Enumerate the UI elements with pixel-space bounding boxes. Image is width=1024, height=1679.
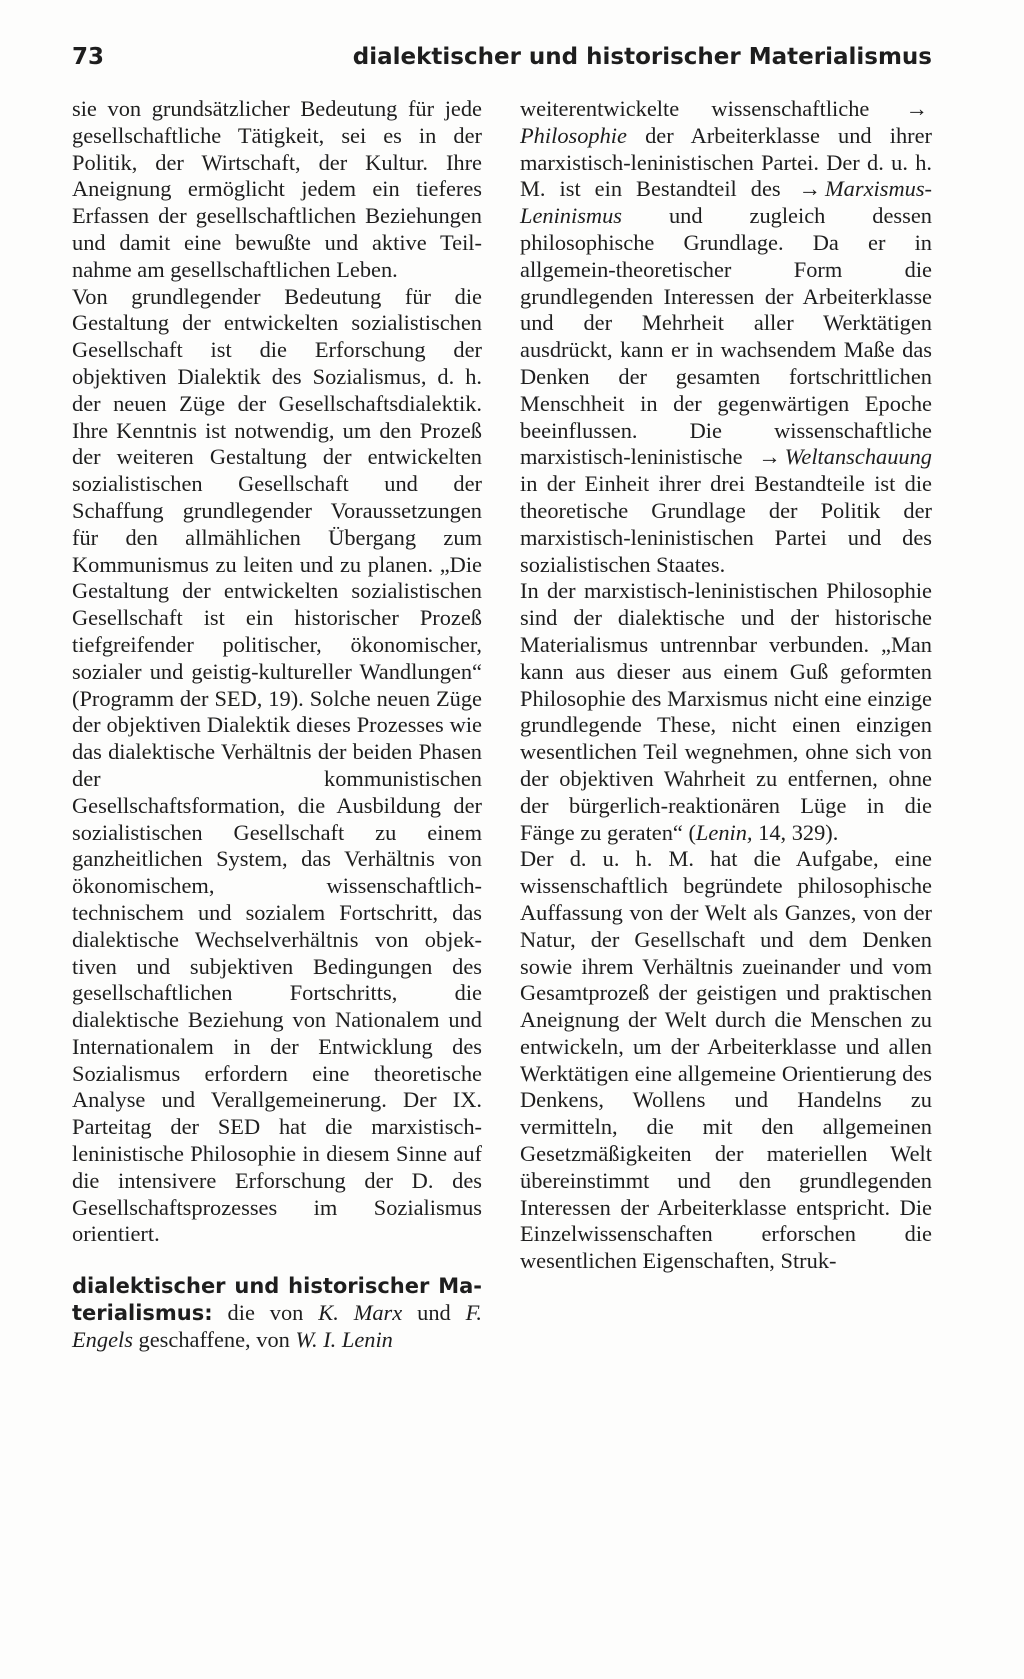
author-name: F. Engels — [72, 1300, 482, 1352]
cross-reference: Philosophie — [520, 122, 627, 148]
paragraph-text: 14, 329). — [752, 819, 839, 845]
paragraph: Der d. u. h. M. hat die Aufgabe, eine wissenschaftlich begründete philosophische Auffassung von der Welt als Ganzes, von der Natur, der Gesellschaft und dem Denken sowie ihrem Verhältnis zueinander und vom Gesamtprozeß der geistigen und praktischen Aneignung der Welt durch die Menschen zu entwickeln, um der Arbeiterklasse und allen Werktätigen eine allgemeine Orientierung des Denkens, Wollens und Handelns zu vermitteln, die mit den allgemeinen Gesetzmäßigkeiten der materiellen Welt übereinstimmt und den grundlegenden Interessen der Arbeiterklasse entspricht. Die Einzelwissenschaften erforschen die wesentlichen Eigenschaften, Struk- — [520, 846, 932, 1274]
paragraph-text: weiterentwickelte wissenschaftliche — [520, 96, 902, 121]
author-name: W. I. Lenin — [295, 1326, 393, 1352]
paragraph — [520, 578, 932, 846]
cross-reference: Marxismus-Leninismus — [520, 176, 932, 229]
cross-reference-arrow-icon: → — [905, 96, 928, 121]
paragraph: sie von grundsätzlicher Bedeutung für jede gesellschaftliche Tätigkeit, sei es in der Politik, der Wirtschaft, der Kultur. Ihre Aneignung ermöglicht jedem ein tieferes Erfassen der gesellschaftlichen Beziehungen und damit eine bewußte und aktive Teilnahme am gesellschaftlichen Leben. — [72, 96, 482, 282]
paragraph — [520, 96, 932, 578]
paragraph-text: und zugleich dessen philosophische Grundlage. Da er in allgemein-theoretischer Form die grundlegenden Interessen der Arbeiterklasse und der Mehrheit aller Werktätigen ausdrückt, kann er in wachsendem Maße das Denken der gesamten fortschrittlichen Menschheit in der gegenwärtigen Epoche beeinflussen. Die wissenschaftliche marxistisch-leninistische — [520, 203, 932, 470]
entry-text: die von — [212, 1300, 319, 1326]
entry-text: und — [402, 1300, 466, 1326]
entry-lemma: dialektischer und historischer Materialismus: — [72, 1274, 482, 1326]
entry-text: geschaffene, von — [132, 1326, 296, 1352]
paragraph-text: der Arbeiterklasse und ihrer marxistisch-leninistischen Partei. Der d. u. h. M. ist ein Bestandteil des — [520, 122, 932, 202]
cross-reference: Weltanschauung — [784, 444, 932, 470]
paragraph-text: in der Einheit ihrer drei Bestandteile ist die theoretische Grundlage der Politik der marxistisch-leninistischen Partei und des sozialistischen Staates. — [520, 471, 932, 577]
citation: Lenin, — [695, 819, 753, 845]
entry-spacer — [72, 1248, 482, 1273]
author-name: K. Marx — [318, 1300, 403, 1326]
paragraph: Von grundlegender Bedeutung für die Gestaltung der entwickelten sozialistischen Gesellschaft ist die Erforschung der objektiven Dialektik des Sozialismus, d. h. der neuen Züge der Gesellschaftsdialektik. Ihre Kenntnis ist notwendig, um den Prozeß der weiteren Gestaltung der entwickelten sozialistischen Gesellschaft und der Schaffung grundlegender Voraussetzungen für den allmählichen Übergang zum Kommunismus zu leiten und zu planen. „Die Gestaltung der entwickelten sozialistischen Gesellschaft ist ein historischer Prozeß tiefgreifender politischer, ökonomischer, sozialer und geistig-kultureller Wandlungen“ (Programm der SED, 19). Solche neuen Züge der objektiven Dialektik dieses Prozesses wie das dialektische Verhältnis der beiden Phasen der kommunistischen Gesellschaftsformation, die Ausbildung der sozialistischen Gesellschaft zu einem ganzheitlichen System, das Verhältnis von ökonomischem, wissenschaftlich-technischem und sozialem Fortschritt, das dialektische Wechselverhältnis von objektiven und subjektiven Bedingungen des gesellschaftlichen Fortschritts, die dialektische Beziehung von Nationalem und Internationalem in der Entwicklung des Sozialismus erfordern eine theoretische Analyse und Verallgemeinerung. Der IX. Parteitag der SED hat die marxistisch-leninistische Philosophie in diesem Sinne auf die intensivere Erforschung der D. des Gesellschaftsprozesses im Sozialismus orientiert. — [72, 283, 482, 1247]
dictionary-entry — [72, 1273, 482, 1353]
right-column — [520, 96, 932, 1275]
paragraph-text: In der marxistisch-leninistischen Philosophie sind der dialektische und der historische Materialismus untrennbar verbunden. „Man kann aus dieser aus einem Guß geformten Philosophie des Marxismus nicht eine einzige grundlegende These, nicht einen einzigen wesentlichen Teil wegnehmen, ohne sich von der objektiven Wahrheit zu entfernen, ohne der bürgerlich-reaktionären Lüge in die Fänge zu geraten“ ( — [520, 578, 932, 845]
left-column — [72, 96, 482, 1354]
page-number: 73 — [72, 44, 105, 70]
cross-reference-arrow-icon: → — [758, 444, 781, 470]
page-header — [72, 38, 932, 78]
running-head: dialektischer und historischer Materialismus — [352, 44, 932, 70]
cross-reference-arrow-icon: → — [798, 176, 822, 202]
